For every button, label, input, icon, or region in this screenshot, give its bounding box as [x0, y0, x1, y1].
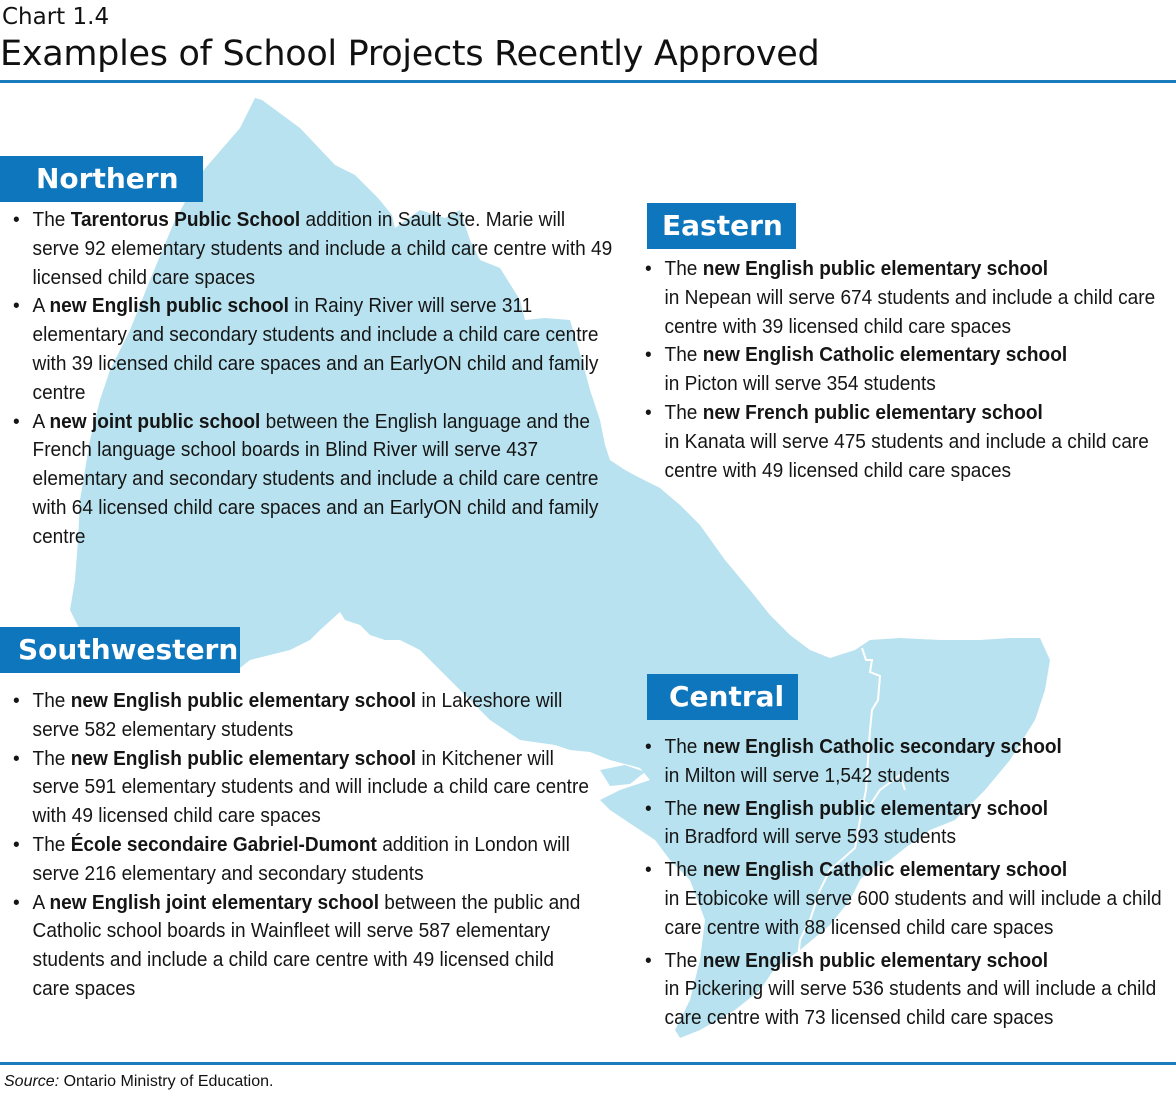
eastern-project-list	[632, 255, 1171, 485]
bullet-icon: •	[13, 746, 20, 770]
list-item: • The new English public elementary school in Lakeshore will serve 582 elementary students	[13, 689, 563, 741]
list-item: • The new English public elementary school in Nepean will serve 674 students and include a child care centre with 39 licensed child care spaces	[645, 257, 1156, 338]
bullet-icon: •	[13, 689, 20, 712]
region-tag-central: Central	[647, 674, 798, 720]
region-tag-southwestern: Southwestern	[0, 627, 240, 673]
chart-title: Examples of School Projects Recently Approved	[0, 34, 820, 74]
bullet-icon: •	[13, 208, 20, 231]
bullet-icon: •	[645, 257, 652, 280]
chart-label: Chart 1.4	[2, 4, 110, 30]
list-item: • A new English joint elementary school between the public and Catholic school boards in Wainfleet will serve 587 elementary students and include a child care centre with 49 licensed child care spaces	[13, 890, 581, 1000]
bullet-icon: •	[645, 735, 652, 758]
list-item: • The new English public elementary school in Kitchener will serve 591 elementary students and will include a child care centre with 49 licensed child care spaces	[13, 746, 589, 828]
bullet-icon: •	[13, 832, 20, 856]
bullet-icon: •	[645, 796, 652, 820]
bullet-icon: •	[13, 294, 20, 318]
region-tag-eastern: Eastern	[647, 203, 796, 249]
list-item: • The new English Catholic secondary school in Milton will serve 1,542 students	[645, 735, 1062, 787]
bullet-icon: •	[13, 409, 20, 433]
list-item: • A new joint public school between the English language and the French language school boards in Blind River will serve 437 elementary and secondary students and include a child care centre with 64 licensed child care spaces and an EarlyON child and family centre	[13, 409, 599, 548]
list-item: • The new English public elementary school in Bradford will serve 593 students	[645, 796, 1049, 849]
list-item: • The new English Catholic elementary school in Picton will serve 354 students	[645, 343, 1068, 396]
list-item: • The École secondaire Gabriel-Dumont addition in London will serve 216 elementary and secondary students	[13, 832, 570, 885]
northern-project-list	[0, 206, 614, 552]
region-tag-northern: Northern	[0, 156, 203, 202]
central-project-list	[632, 733, 1171, 1037]
list-item: • A new English public school in Rainy River will serve 311 elementary and secondary students and include a child care centre with 39 licensed child care spaces and an EarlyON child and family centre	[13, 294, 599, 404]
list-item: • The Tarentorus Public School addition in Sault Ste. Marie will serve 92 elementary students and include a child care centre with 49 licensed child care spaces	[13, 208, 613, 289]
bullet-icon: •	[645, 948, 652, 972]
bullet-icon: •	[645, 858, 652, 882]
bullet-icon: •	[645, 400, 652, 424]
list-item: • The new English public elementary school in Pickering will serve 536 students and will include a child care centre with 73 licensed child care spaces	[645, 948, 1157, 1030]
source-note	[4, 1073, 273, 1091]
bullet-icon: •	[645, 343, 652, 367]
source-label: Source:	[4, 1073, 60, 1090]
list-item: • The new English Catholic elementary school in Etobicoke will serve 600 students and will include a child care centre with 88 licensed child care spaces	[645, 858, 1162, 939]
footer-divider	[0, 1062, 1176, 1065]
source-text: Ontario Ministry of Education.	[59, 1073, 274, 1090]
bullet-icon: •	[13, 890, 20, 914]
list-item: • The new French public elementary school in Kanata will serve 475 students and include a child care centre with 49 licensed child care spaces	[645, 400, 1149, 482]
title-divider	[0, 80, 1176, 83]
southwestern-project-list	[0, 687, 595, 1004]
